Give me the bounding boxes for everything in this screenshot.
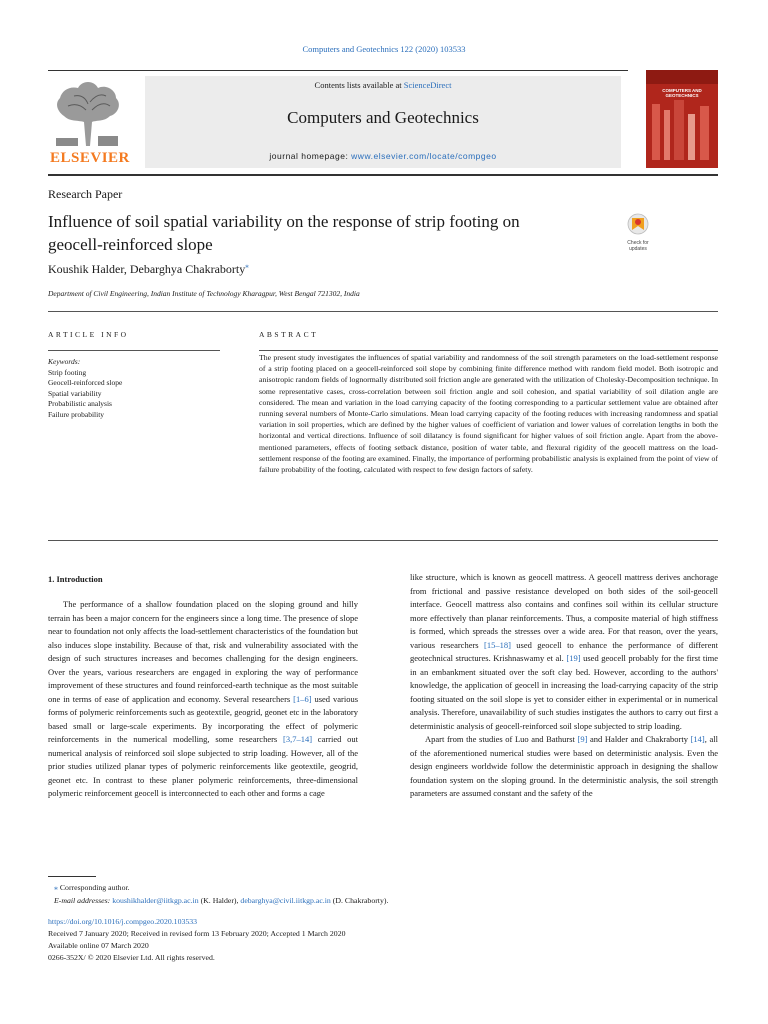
email-owner: (D. Chakraborty). — [330, 895, 389, 905]
body-paragraph — [410, 733, 718, 801]
author-list — [48, 262, 249, 277]
keyword-item: Spatial variability — [48, 388, 102, 398]
citation-link[interactable]: [15–18] — [484, 639, 511, 650]
body-paragraph — [410, 571, 718, 733]
journal-title: Computers and Geotechnics — [287, 108, 479, 127]
received-dates: Received 7 January 2020; Received in revised form 13 February 2020; Accepted 1 March 2020 — [48, 929, 346, 938]
abstract-heading: ABSTRACT — [259, 330, 319, 339]
body-left-column — [48, 598, 358, 801]
publisher-logo-text[interactable]: ELSEVIER — [50, 150, 130, 166]
citation-link[interactable]: [9] — [577, 734, 588, 744]
footnote-rule — [48, 876, 96, 877]
doi-link[interactable]: https://doi.org/10.1016/j.compgeo.2020.103533 — [48, 917, 198, 926]
available-online: Available online 07 March 2020 — [48, 941, 149, 950]
article-title — [48, 210, 608, 256]
abstract-rule — [259, 350, 718, 351]
citation-link[interactable]: [1–6] — [293, 693, 312, 704]
section-heading-introduction: 1. Introduction — [48, 574, 103, 584]
abstract-text: The present study investigates the influences of spatial variability and randomness of the soil strength parameters on the load-settlement response of a strip footing placed on a geocell-reinforced soil slope by combining finite difference method with random field model. Both isotropic and anisotropic random fields of lognormally distributed soil friction angle are generated with the utilization of Cholesky-Decomposition technique. In some representative cases, cross-correlation between soil friction angle and soil cohesion, and spatial variability of soil dilation angle are considered. The mean and variation in the load carrying capacity of the footing corresponding to a particular settlement value are obtained after running several numbers of Monte-Carlo simulations. Mean load carrying capacity of the footing reduces with increasing randomness and spatial variation in soil properties, which are defined by the higher values of coefficient of variation and lower values of correlation lengths in both the horizontal and vertical directions. Influence of soil dilatancy is found significant for higher values of soil friction angle. Apart from the above-mentioned parameters, effects of footing setback distance, position of water table, and flexural rigidity of the geocell mattress on the load-settlement response of the footing are examined. Finally, the importance of performing probabilistic analysis is explained from the point of view of failure probability of the footing, calculated with respect to few design factors of safety. — [259, 353, 718, 475]
footnote-block — [48, 882, 388, 907]
body-text: and Halder and Chakraborty — [587, 734, 691, 744]
keyword-item: Strip footing — [48, 367, 87, 377]
journal-reference[interactable]: Computers and Geotechnics 122 (2020) 103533 — [302, 44, 466, 54]
journal-homepage — [145, 151, 621, 161]
article-type: Research Paper — [48, 187, 123, 201]
article-info-top-rule — [48, 311, 718, 312]
email-label: E-mail addresses: — [54, 895, 113, 905]
header-bottom-rule — [48, 174, 718, 176]
body-right-column — [410, 571, 718, 801]
body-text: carried out numerical analysis of reinforced soil slope subjected to strip loading. However, all of the prior studies utilized planar types of polymeric reinforcements like geotextile, geogrid, geonet etc. In contrast to these planer polymeric reinforcements, three-dimensional polymeric reinforcement geocell is interconnected to each other and forms a cage — [48, 734, 359, 798]
body-text: used various forms of polymeric reinforcements such as geotextile, geogrid, geonet etc in the laboratory based small or large-scale experiments. By incorporating the effect of polymeric reinforcements in the numerical modelling, some researchers — [48, 693, 359, 744]
copyright: 0266-352X/ © 2020 Elsevier Ltd. All rights reserved. — [48, 953, 215, 962]
affiliation: Department of Civil Engineering, Indian Institute of Technology Kharagpur, West Bengal 721302, India — [48, 289, 360, 298]
corresponding-author-mark[interactable]: ⁎ — [245, 262, 249, 270]
body-text: , all of the aforementioned numerical studies were based on deterministic analysis. Even the design engineers worldwide follow the deterministic approach in designing the shallow foundation system on the sloping ground. In the deterministic analysis, the soil strength parameters are assumed constant and the safety of the — [410, 734, 718, 798]
body-text: used geocell to enhance the performance of different geotechnical structures. Krishnaswamy et al. — [410, 639, 718, 663]
corresponding-author-mark: ⁎ — [54, 883, 58, 892]
corresponding-author-note — [48, 882, 388, 895]
citation-link[interactable]: [19] — [566, 653, 581, 663]
body-text: like structure, which is known as geocell mattress. A geocell mattress derives anchorage from frictional and passive resistance developed on both sides of the soil-geocell interface. Geocell mattress also contains and confines soil within its cellular structure more effectively than planar reinforcements. Thus, a composite material of high stiffness is formed, which spreads the stresses over a wide area. For that reason, over the years, various researchers — [410, 572, 718, 650]
publication-info — [48, 916, 346, 964]
citation-link[interactable]: [14] — [690, 734, 705, 744]
keyword-item: Failure probability — [48, 409, 105, 419]
article-info-rule — [48, 350, 220, 351]
keywords-block — [48, 357, 223, 420]
keywords-label: Keywords: — [48, 357, 81, 366]
homepage-prefix: journal homepage: — [269, 151, 352, 161]
homepage-link[interactable]: www.elsevier.com/locate/compgeo — [351, 151, 497, 161]
abstract-bottom-rule — [48, 540, 718, 541]
keyword-item: Probabilistic analysis — [48, 399, 112, 408]
badge-label: Check for updates — [627, 240, 649, 252]
body-text: used geocell probably for the first time in an embankment situated over the soft clay bed. However, according to the authors' knowledge, the application of geocell in increasing the load-carrying capacity of the strip footing situated on the soil slope is yet to consider either in experimental or in numerical analysis. Therefore, unavailability of such studies instigates the authors to carry out first a deterministic analysis of geocell-reinforced soil slope subjected to strip loading. — [410, 653, 718, 731]
keyword-item: Geocell-reinforced slope — [48, 378, 123, 387]
article-title-line-1: Influence of soil spatial variability on the response of strip footing on — [48, 212, 520, 231]
cover-title: COMPUTERS AND GEOTECHNICS — [662, 88, 702, 98]
email-link[interactable]: debarghya@civil.iitkgp.ac.in — [240, 895, 331, 905]
email-link[interactable]: koushikhalder@iitkgp.ac.in — [112, 895, 199, 905]
contents-prefix: Contents lists available at — [314, 80, 404, 90]
header-rule — [48, 70, 628, 71]
email-line — [48, 895, 388, 908]
body-text: The performance of a shallow foundation placed on the sloping ground and hilly terrain has been a major concern for the engineers since a long time. The presence of slope near to foundation not only affects the load-settlement characteristics of the foundation but also induces slope instability. Because of that, risk and vulnerability associated with the design of such structures increases and becomes challenging for the design engineers. Over the years, various researchers are engaged in exploring the way of performance improvement of these structures and found reinforced-earth technique as the most suitable one in terms of ease of application and economy. Several researchers — [48, 599, 358, 704]
sciencedirect-link[interactable]: ScienceDirect — [403, 80, 452, 90]
body-text: Apart from the studies of Luo and Bathurst — [425, 734, 578, 744]
author-names: Koushik Halder, Debarghya Chakraborty — [48, 262, 246, 276]
journal-cover-image[interactable] — [646, 70, 718, 168]
article-info-heading: ARTICLE INFO — [48, 330, 129, 339]
email-owner: (K. Halder), — [198, 895, 241, 905]
article-title-line-2: geocell-reinforced slope — [48, 235, 213, 254]
corresponding-author-text: Corresponding author. — [59, 883, 130, 892]
contents-line — [145, 80, 621, 90]
check-for-updates-badge[interactable] — [622, 213, 654, 252]
citation-link[interactable]: [3,7–14] — [283, 734, 313, 744]
